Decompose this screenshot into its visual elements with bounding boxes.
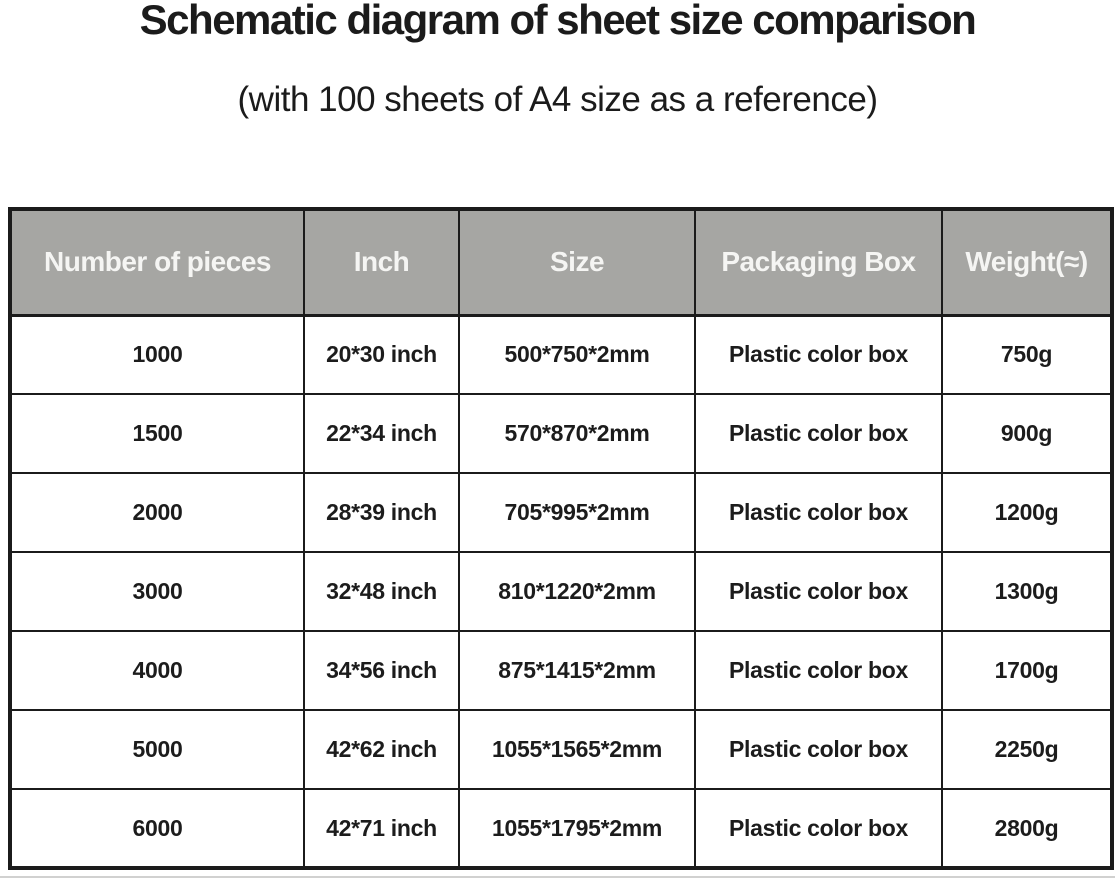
table-row	[10, 789, 1112, 868]
cell-inch: 20*30 inch	[304, 315, 459, 394]
cell-inch: 42*71 inch	[304, 789, 459, 868]
header-weight: Weight(≈)	[942, 209, 1112, 315]
cell-weight: 2250g	[942, 710, 1112, 789]
cell-pieces: 1000	[10, 315, 304, 394]
cell-inch: 34*56 inch	[304, 631, 459, 710]
cell-packaging: Plastic color box	[695, 789, 942, 868]
cell-inch: 42*62 inch	[304, 710, 459, 789]
table-row	[10, 473, 1112, 552]
page-subtitle: (with 100 sheets of A4 size as a reference)	[237, 80, 878, 119]
table-row	[10, 710, 1112, 789]
header-row	[10, 209, 1112, 315]
cell-size: 875*1415*2mm	[459, 631, 695, 710]
cell-packaging: Plastic color box	[695, 710, 942, 789]
cell-size: 705*995*2mm	[459, 473, 695, 552]
header-size: Size	[459, 209, 695, 315]
bottom-edge-line	[0, 876, 1115, 878]
cell-weight: 1300g	[942, 552, 1112, 631]
size-comparison-table	[8, 207, 1114, 870]
cell-pieces: 5000	[10, 710, 304, 789]
header-packaging-box: Packaging Box	[695, 209, 942, 315]
cell-packaging: Plastic color box	[695, 552, 942, 631]
cell-size: 810*1220*2mm	[459, 552, 695, 631]
table-row	[10, 394, 1112, 473]
cell-weight: 900g	[942, 394, 1112, 473]
cell-weight: 750g	[942, 315, 1112, 394]
cell-packaging: Plastic color box	[695, 315, 942, 394]
cell-weight: 1200g	[942, 473, 1112, 552]
cell-inch: 22*34 inch	[304, 394, 459, 473]
cell-weight: 1700g	[942, 631, 1112, 710]
cell-size: 1055*1795*2mm	[459, 789, 695, 868]
cell-size: 1055*1565*2mm	[459, 710, 695, 789]
cell-pieces: 3000	[10, 552, 304, 631]
cell-packaging: Plastic color box	[695, 631, 942, 710]
cell-pieces: 2000	[10, 473, 304, 552]
cell-size: 570*870*2mm	[459, 394, 695, 473]
header-inch: Inch	[304, 209, 459, 315]
cell-pieces: 1500	[10, 394, 304, 473]
cell-inch: 28*39 inch	[304, 473, 459, 552]
page-title: Schematic diagram of sheet size comparison	[139, 0, 976, 43]
cell-packaging: Plastic color box	[695, 473, 942, 552]
table-row	[10, 552, 1112, 631]
table-row	[10, 631, 1112, 710]
cell-inch: 32*48 inch	[304, 552, 459, 631]
cell-packaging: Plastic color box	[695, 394, 942, 473]
cell-pieces: 6000	[10, 789, 304, 868]
cell-pieces: 4000	[10, 631, 304, 710]
table-row	[10, 315, 1112, 394]
cell-size: 500*750*2mm	[459, 315, 695, 394]
header-number-of-pieces: Number of pieces	[10, 209, 304, 315]
cell-weight: 2800g	[942, 789, 1112, 868]
